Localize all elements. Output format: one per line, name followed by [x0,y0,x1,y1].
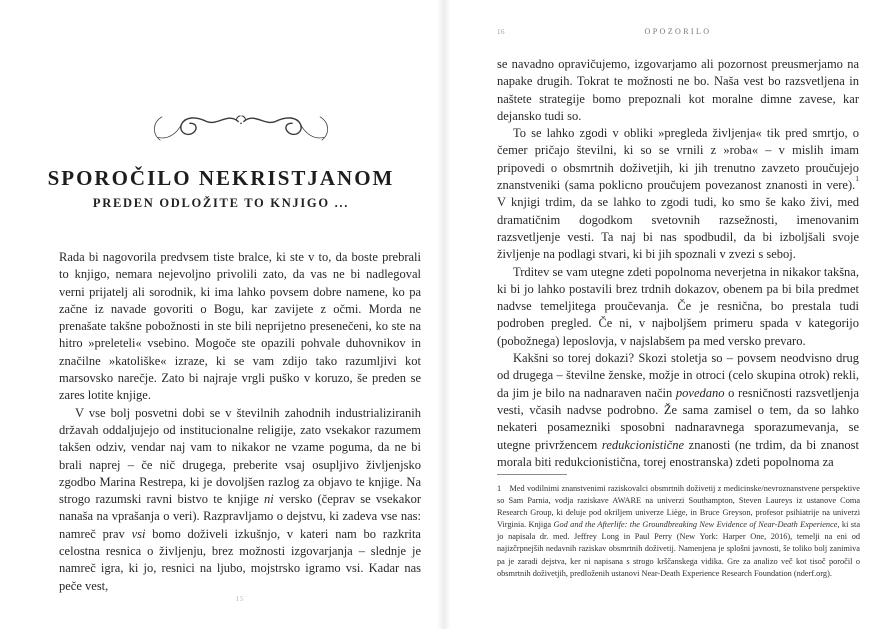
chapter-subtitle: PREDEN ODLOŽITE TO KNJIGO ... [92,196,350,210]
paragraph: V vse bolj posvetni dobi se v številnih zahodnih industrializiranih državah oddaljujejo od institucionalne religije, zato vsekakor razumem takšen odziv, vendar naj vam to nikakor ne vzame poguma, da ne bi brali naprej – če nič drugega, preberite vsaj osupljivo življenjsko zgodbo Marina Restrepa, ki je dovoljšen razlog za objavo te knjige. Na strogo razumski ravni bistvo te knjige ni versko (čeprav se vsekakor nanaša na vprašanja o veri). Razpravljamo o dejstvu, ki zadeva vse nas: namreč prav vsi bomo doživeli izkušnjo, v kateri nam bo razkrita celostna resnica o življenju, brez možnosti izgovarjanja – slednje je namreč igra, ki jo, resnici na ljubo, mojstrsko igramo vsi. Kadar nas peče vest, [59,405,421,593]
flourish-ornament-icon [148,106,334,150]
paragraph: Rada bi nagovorila predvsem tiste bralce, ki ste v to, da boste prebrali to knjigo, nemara nejevoljno privolili zato, da vas ne bi nadlegoval verni prijatelj ali sorodnik, ki ima lahko povsem dobre namene, ko pa začne iz navade govoriti o Bogu, kar zavijete z očmi. Morda ne prenašate takšne pobožnosti in ste bili neprijetno presenečeni, ko ste na hitro »preleteli« vsebino. Mogoče ste opazili pohvale duhovnikov in značilne »katoliške« izraze, ki se vam zdijo tako razumljivi kot marsovsko narečje. Zato bi najraje vrgli puško v koruzo, še preden se zares lotite knjige. [59,250,421,403]
paragraph: 1 Med vodilnimi znanstvenimi raziskovalci obsmrtnih doživetij z medicinske/nevroznanstvene perspektive so Sam Parnia, vodja raziskave AWARE na univerzi Southampton, Steven Laureys iz ustanove Coma Research Group, ki deluje pod okriljem univerze Liège, in Bruce Greyson, profesor psihiatrije na univerzi Virginia. Knjiga God and the Afterlife: the Groundbreaking New Evidence of Near-Death Experience, ki sta jo napisala dr. med. Jeffrey Long in Paul Perry (New York: Harper One, 2016), temelji na eni od najizčrpnejših nedavnih raziskav obsmrtnih doživetij. Namenjena je splošni javnosti, še toliko bolj zanimiva pa je zaradi dejstva, ker ni napisana s strogo krščanskega vidika. Gre za analizo več kot tisoč poročil o obsmrtnih doživetjih, predloženih ustanovi Near-Death Experience Research Foundation (nderf.org). [497,484,860,578]
right-page-body [497,56,859,471]
paragraph: To se lahko zgodi v obliki »pregleda življenja« tik pred smrtjo, o čemer pričajo številni, ki so se vrnili z »roba« – v mislih imam pripovedi o obsmrtnih doživetjih, ki jih trenutno zavzeto proučujejo znanstveniki (sama poklicno proučujem povezanost znanosti in vere).$^1$ V knjigi trdim, da se lahko to zgodi tudi, ko smo še kako živi, med dramatičnim dogodkom svetovnih razsežnosti, imenovanim razsvetljenje vesti. Ta naj bi nas spodbudil, da bi izboljšali svoje življenje na podlagi stvari, ki bi jih spoznali v zvezi s seboj. [497,126,859,262]
paragraph: Trditev se vam utegne zdeti popolnoma neverjetna in nikakor takšna, ki bi jo lahko postavili brez trdnih dokazov, obenem pa bi bila predmet nadvse temeljitega proučevanja. Če je resnična, bo prestala tudi podroben pregled. Če ni, v najboljšem primeru spada v kategorijo (pobožnega) leposlovja, v najslabšem pa med versko prevaro. [497,264,859,348]
left-page-body [59,249,421,595]
running-title: OPOZORILO [644,27,712,36]
paragraph: Kakšni so torej dokazi? Skozi stoletja so – povsem neodvisno drug od drugega – številne ženske, možje in otroci (celo skupina otrok) rekli, da jim je bilo na nadnaraven način povedano o resničnosti razsvetljenja vesti, včasih nadvse podrobno. Že sama zamisel o tem, da so lahko nekateri posamezniki sposobni nadnaravnega sporazumevanja, se utegne privržencem redukcionistične znanosti (ne trdim, da bi znanost morala biti redukcionistična, torej enostranska) zdeti popolnoma za [497,351,859,469]
left-page-number: 15 [235,595,245,603]
chapter-title: SPOROČILO NEKRISTJANOM [47,166,395,190]
paragraph: se navadno opravičujemo, izgovarjamo ali pozornost preusmerjamo na napake drugih. Tokrat te možnosti ne bo. Naša vest bo razsvetljena in naštete strategije bomo prepoznali kot moralne dimne zavese, kar dejansko tudi so. [497,57,859,123]
right-page-number: 16 [497,28,505,36]
running-header [497,27,859,39]
footnote-separator [497,474,567,475]
footnote [497,483,860,580]
right-page [443,0,886,629]
